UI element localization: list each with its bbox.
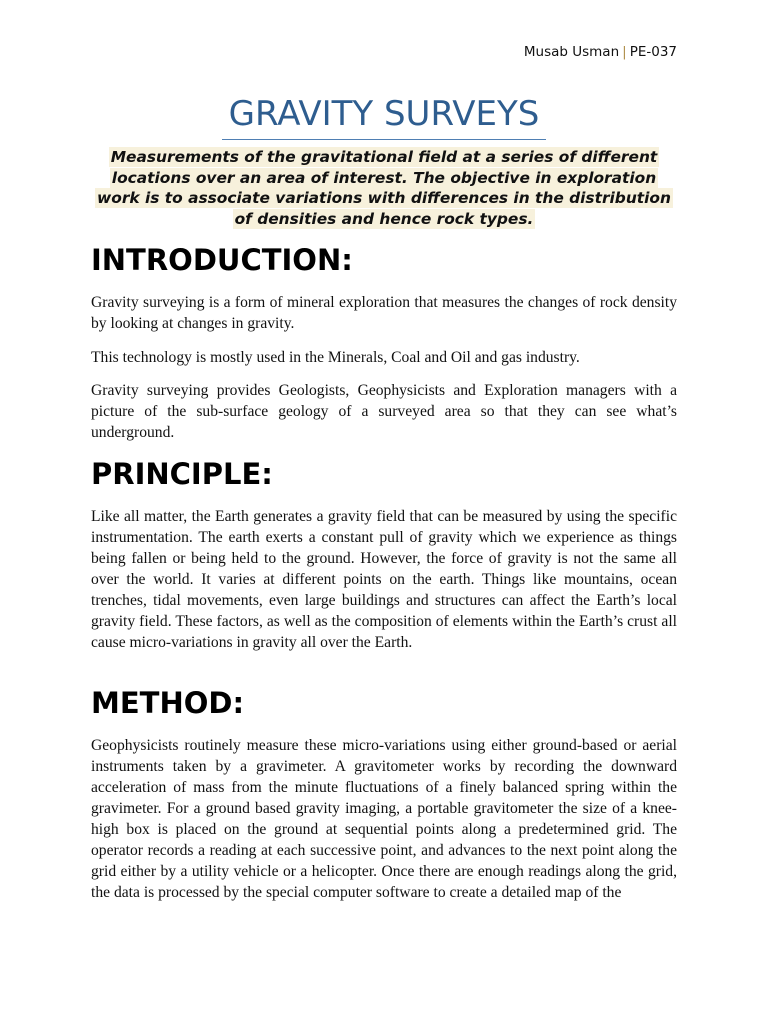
method-heading: METHOD:: [91, 686, 245, 720]
abstract-text: Measurements of the gravitational field at a series of different locations over an area of interest. The objective in exploration work is to associate variations with differences in the distribution of densities and hence rock types.: [97, 148, 671, 228]
principle-heading: PRINCIPLE:: [91, 457, 273, 491]
introduction-heading: INTRODUCTION:: [91, 243, 353, 277]
method-paragraph: Geophysicists routinely measure these micro-variations using either ground-based or aerial instruments taken by a gravimeter. A gravitometer works by recording the downward acceleration of mass from the minute fluctuations of a finely balanced spring within the gravimeter. For a ground based gravity imaging, a portable gravitometer the size of a knee-high box is placed on the ground at sequential points along a predetermined grid. The operator records a reading at each successive point, and advances to the next point along the grid either by a utility vehicle or a helicopter. Once there are enough readings along the grid, the data is processed by the special computer software to create a detailed map of the: [91, 737, 677, 901]
principle-paragraph: Like all matter, the Earth generates a gravity field that can be measured by using the specific instrumentation. The earth exerts a constant pull of gravity which we experience as things being fallen or being held to the ground. However, the force of gravity is not the same all over the world. It varies at different points on the earth. Things like mountains, ocean trenches, tidal movements, even large buildings and structures can affect the Earth’s local gravity field. These factors, as well as the composition of elements within the Earth’s crust all cause micro-variations in gravity all over the Earth.: [91, 508, 677, 651]
introduction-paragraph: Gravity surveying provides Geologists, Geophysicists and Exploration managers with a picture of the sub-surface geology of a surveyed area so that they can see what’s underground.: [91, 382, 677, 441]
author-name: Musab Usman: [523, 44, 620, 60]
document-title: GRAVITY SURVEYS: [228, 94, 540, 134]
introduction-paragraph: This technology is mostly used in the Minerals, Coal and Oil and gas industry.: [91, 349, 580, 366]
title-underline: [222, 139, 546, 140]
document-code: PE-037: [629, 44, 677, 60]
header-separator: |: [622, 44, 627, 60]
abstract: [91, 147, 677, 229]
page-header: [524, 44, 677, 60]
introduction-paragraph: Gravity surveying is a form of mineral exploration that measures the changes of rock density by looking at changes in gravity.: [91, 294, 677, 332]
